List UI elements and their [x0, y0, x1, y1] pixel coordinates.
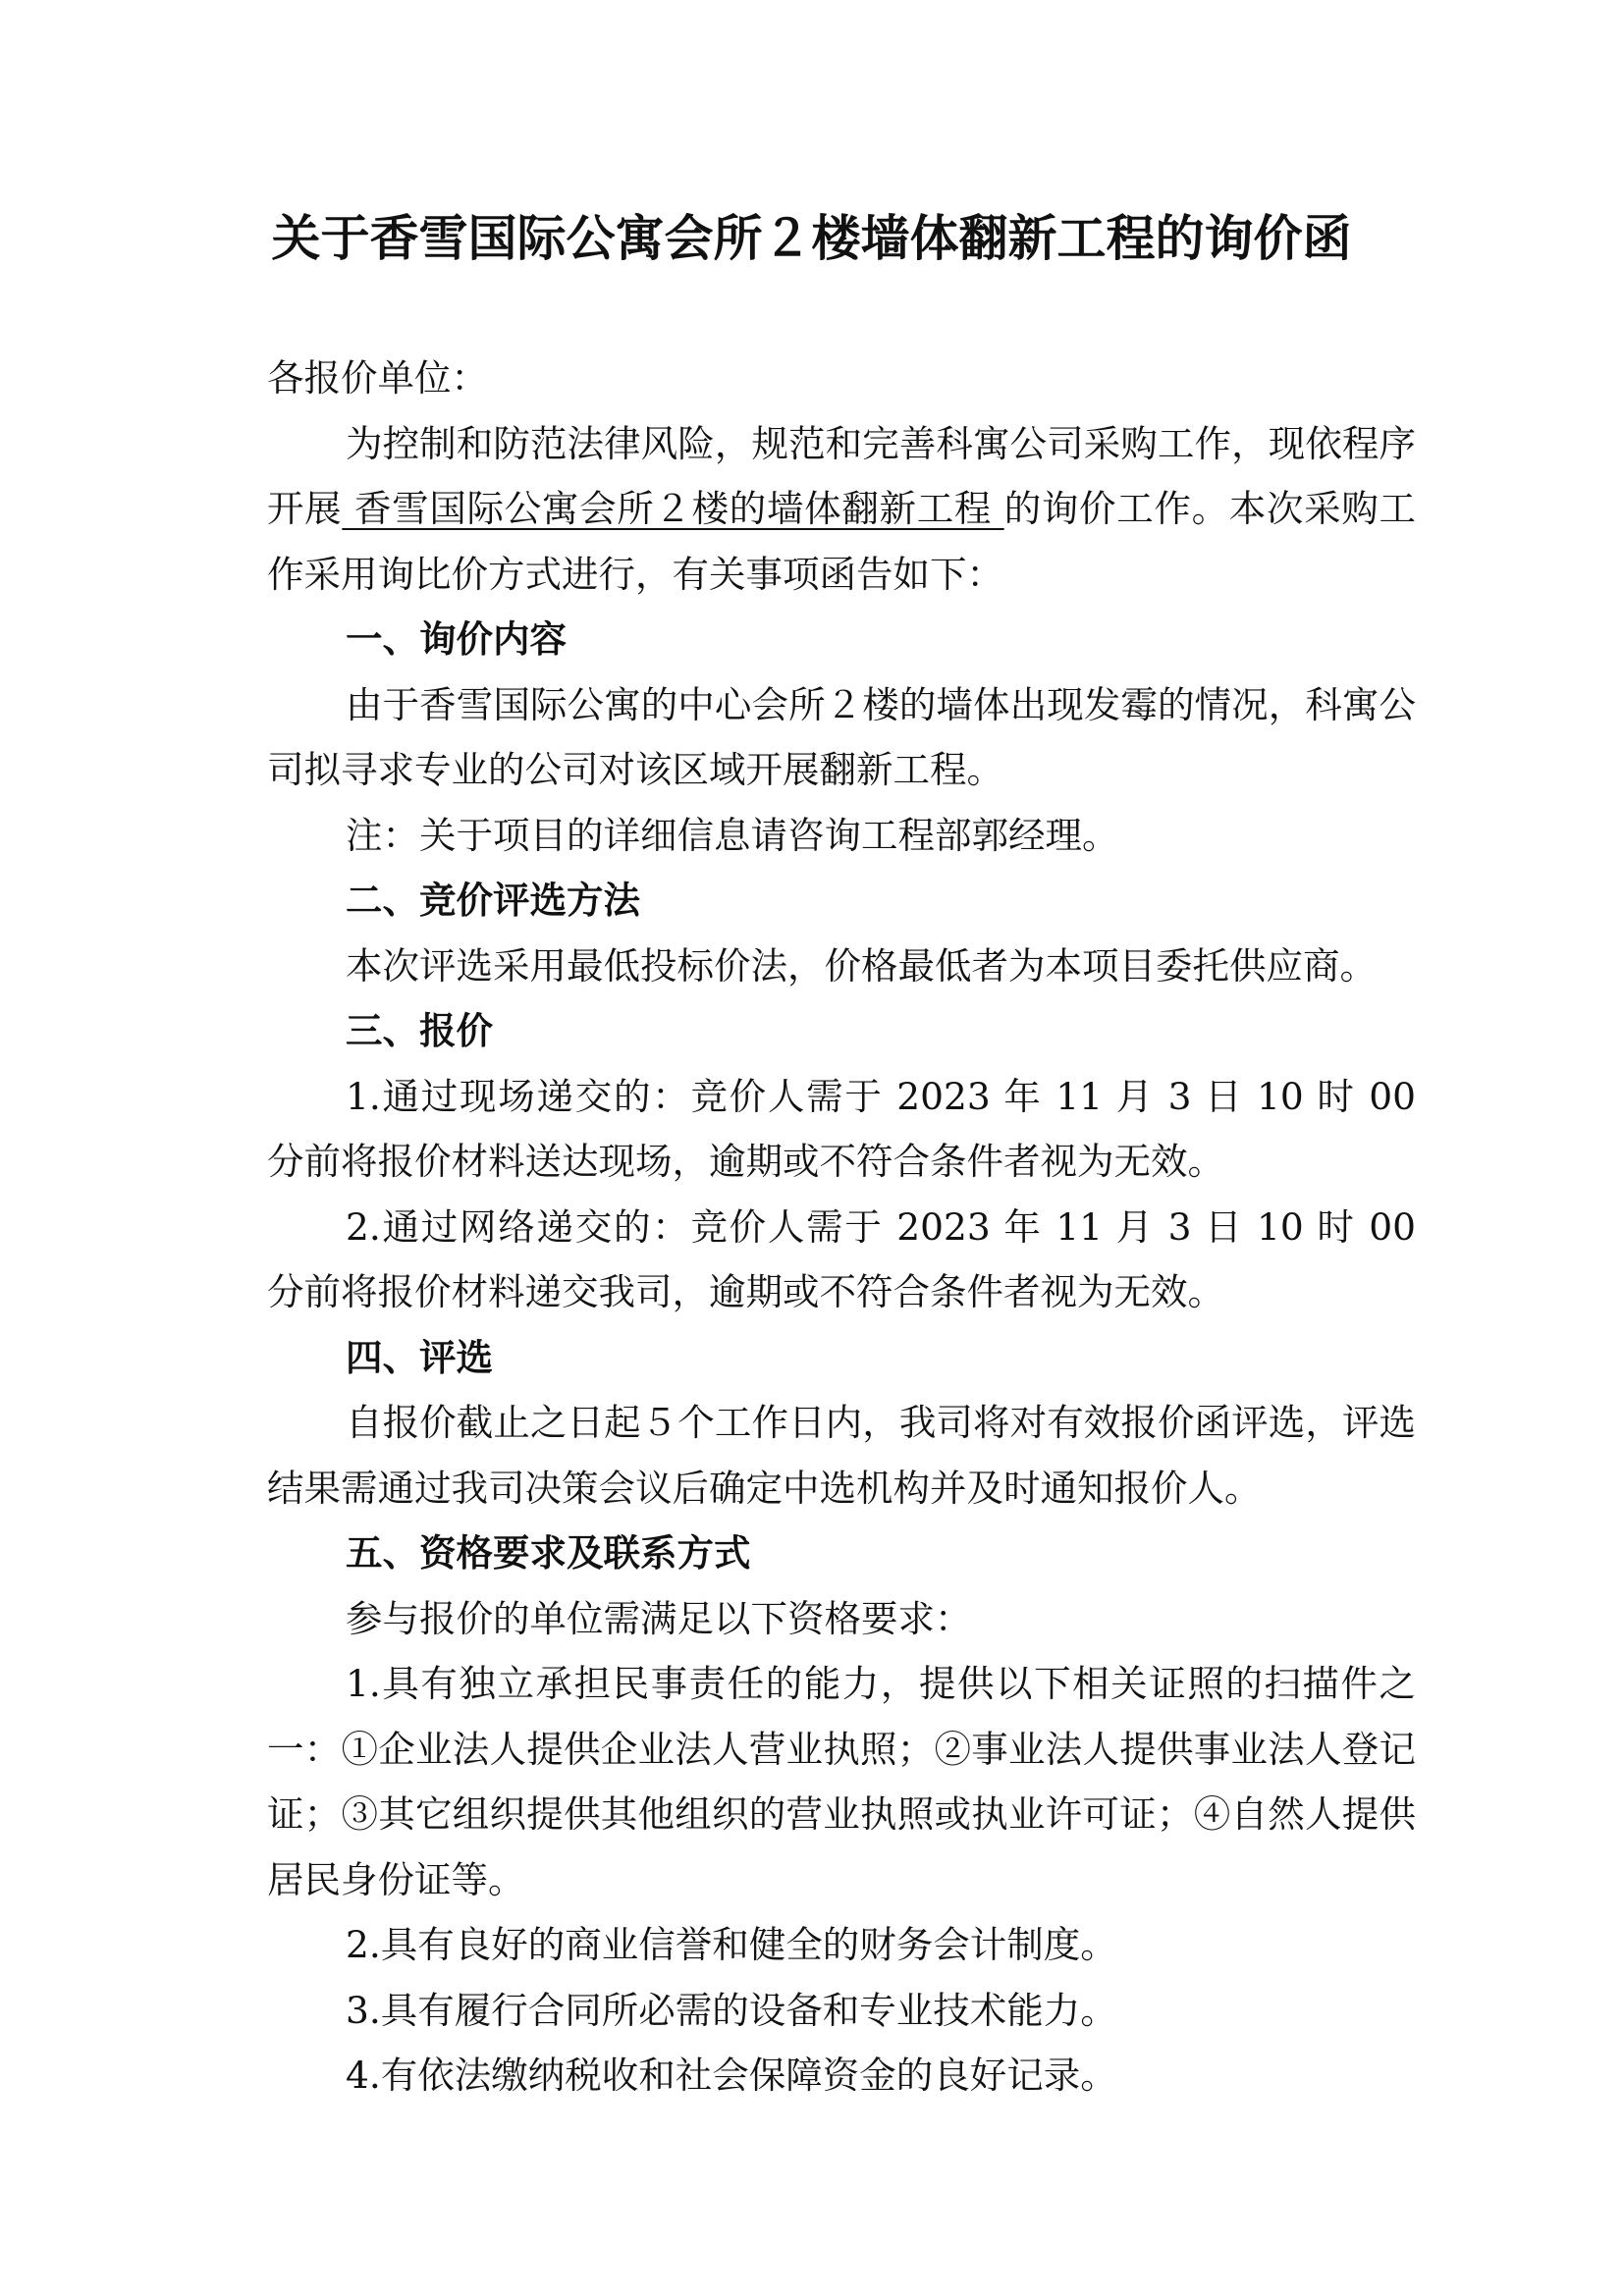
- section-3-item-1: 1.通过现场递交的：竞价人需于 2023 年 11 月 3 日 10 时 00 分前将报价材料送达现场，逾期或不符合条件者视为无效。: [267, 1074, 1416, 1183]
- section-2-paragraph: 本次评选采用最低投标价法，价格最低者为本项目委托供应商。: [346, 943, 1377, 988]
- section-1-paragraph: 由于香雪国际公寓的中心会所２楼的墙体出现发霉的情况，科寓公司拟寻求专业的公司对该区域开展翻新工程。: [267, 682, 1416, 791]
- intro-after: 的询价工作。本次采购工作采用询比价方式进行，有关事项函告如下：: [267, 487, 1417, 596]
- section-3-item-2: 2.通过网络递交的：竞价人需于 2023 年 11 月 3 日 10 时 00 分前将报价材料递交我司，逾期或不符合条件者视为无效。: [267, 1204, 1416, 1313]
- project-name: 香雪国际公寓会所２楼的墙体翻新工程: [342, 487, 1004, 530]
- section-heading-5: 五、资格要求及联系方式: [346, 1531, 751, 1575]
- document-title: 关于香雪国际公寓会所２楼墙体翻新工程的询价函: [271, 210, 1352, 267]
- section-5-paragraph: 参与报价的单位需满足以下资格要求：: [346, 1596, 972, 1640]
- requirement-2: 2.具有良好的商业信誉和健全的财务会计制度。: [346, 1923, 1117, 1966]
- requirement-1: 1.具有独立承担民事责任的能力，提供以下相关证照的扫描件之一：①企业法人提供企业法人营业执照；②事业法人提供事业法人登记证；③其它组织提供其他组织的营业执照或执业许可证；④自然人提供居民身份证等。: [267, 1662, 1416, 1901]
- intro-paragraph: [267, 411, 1416, 608]
- section-1-note: 注：关于项目的详细信息请咨询工程部郭经理。: [346, 813, 1119, 857]
- section-heading-2: 二、竞价评选方法: [346, 879, 640, 922]
- document-body: [267, 346, 1416, 2109]
- section-heading-4: 四、评选: [346, 1335, 493, 1379]
- section-heading-1: 一、询价内容: [346, 617, 567, 661]
- requirement-3: 3.具有履行合同所必需的设备和专业技术能力。: [346, 1988, 1117, 2032]
- intro-before: 为控制和防范法律风险，规范和完善科寓公司采购工作，现依程序开展: [267, 421, 1416, 530]
- requirement-4: 4.有依法缴纳税收和社会保障资金的良好记录。: [346, 2054, 1117, 2097]
- section-heading-3: 三、报价: [346, 1009, 493, 1052]
- section-4-paragraph: 自报价截止之日起５个工作日内，我司将对有效报价函评选，评选结果需通过我司决策会议后确定中选机构并及时通知报价人。: [267, 1401, 1416, 1510]
- salutation: 各报价单位：: [267, 356, 488, 400]
